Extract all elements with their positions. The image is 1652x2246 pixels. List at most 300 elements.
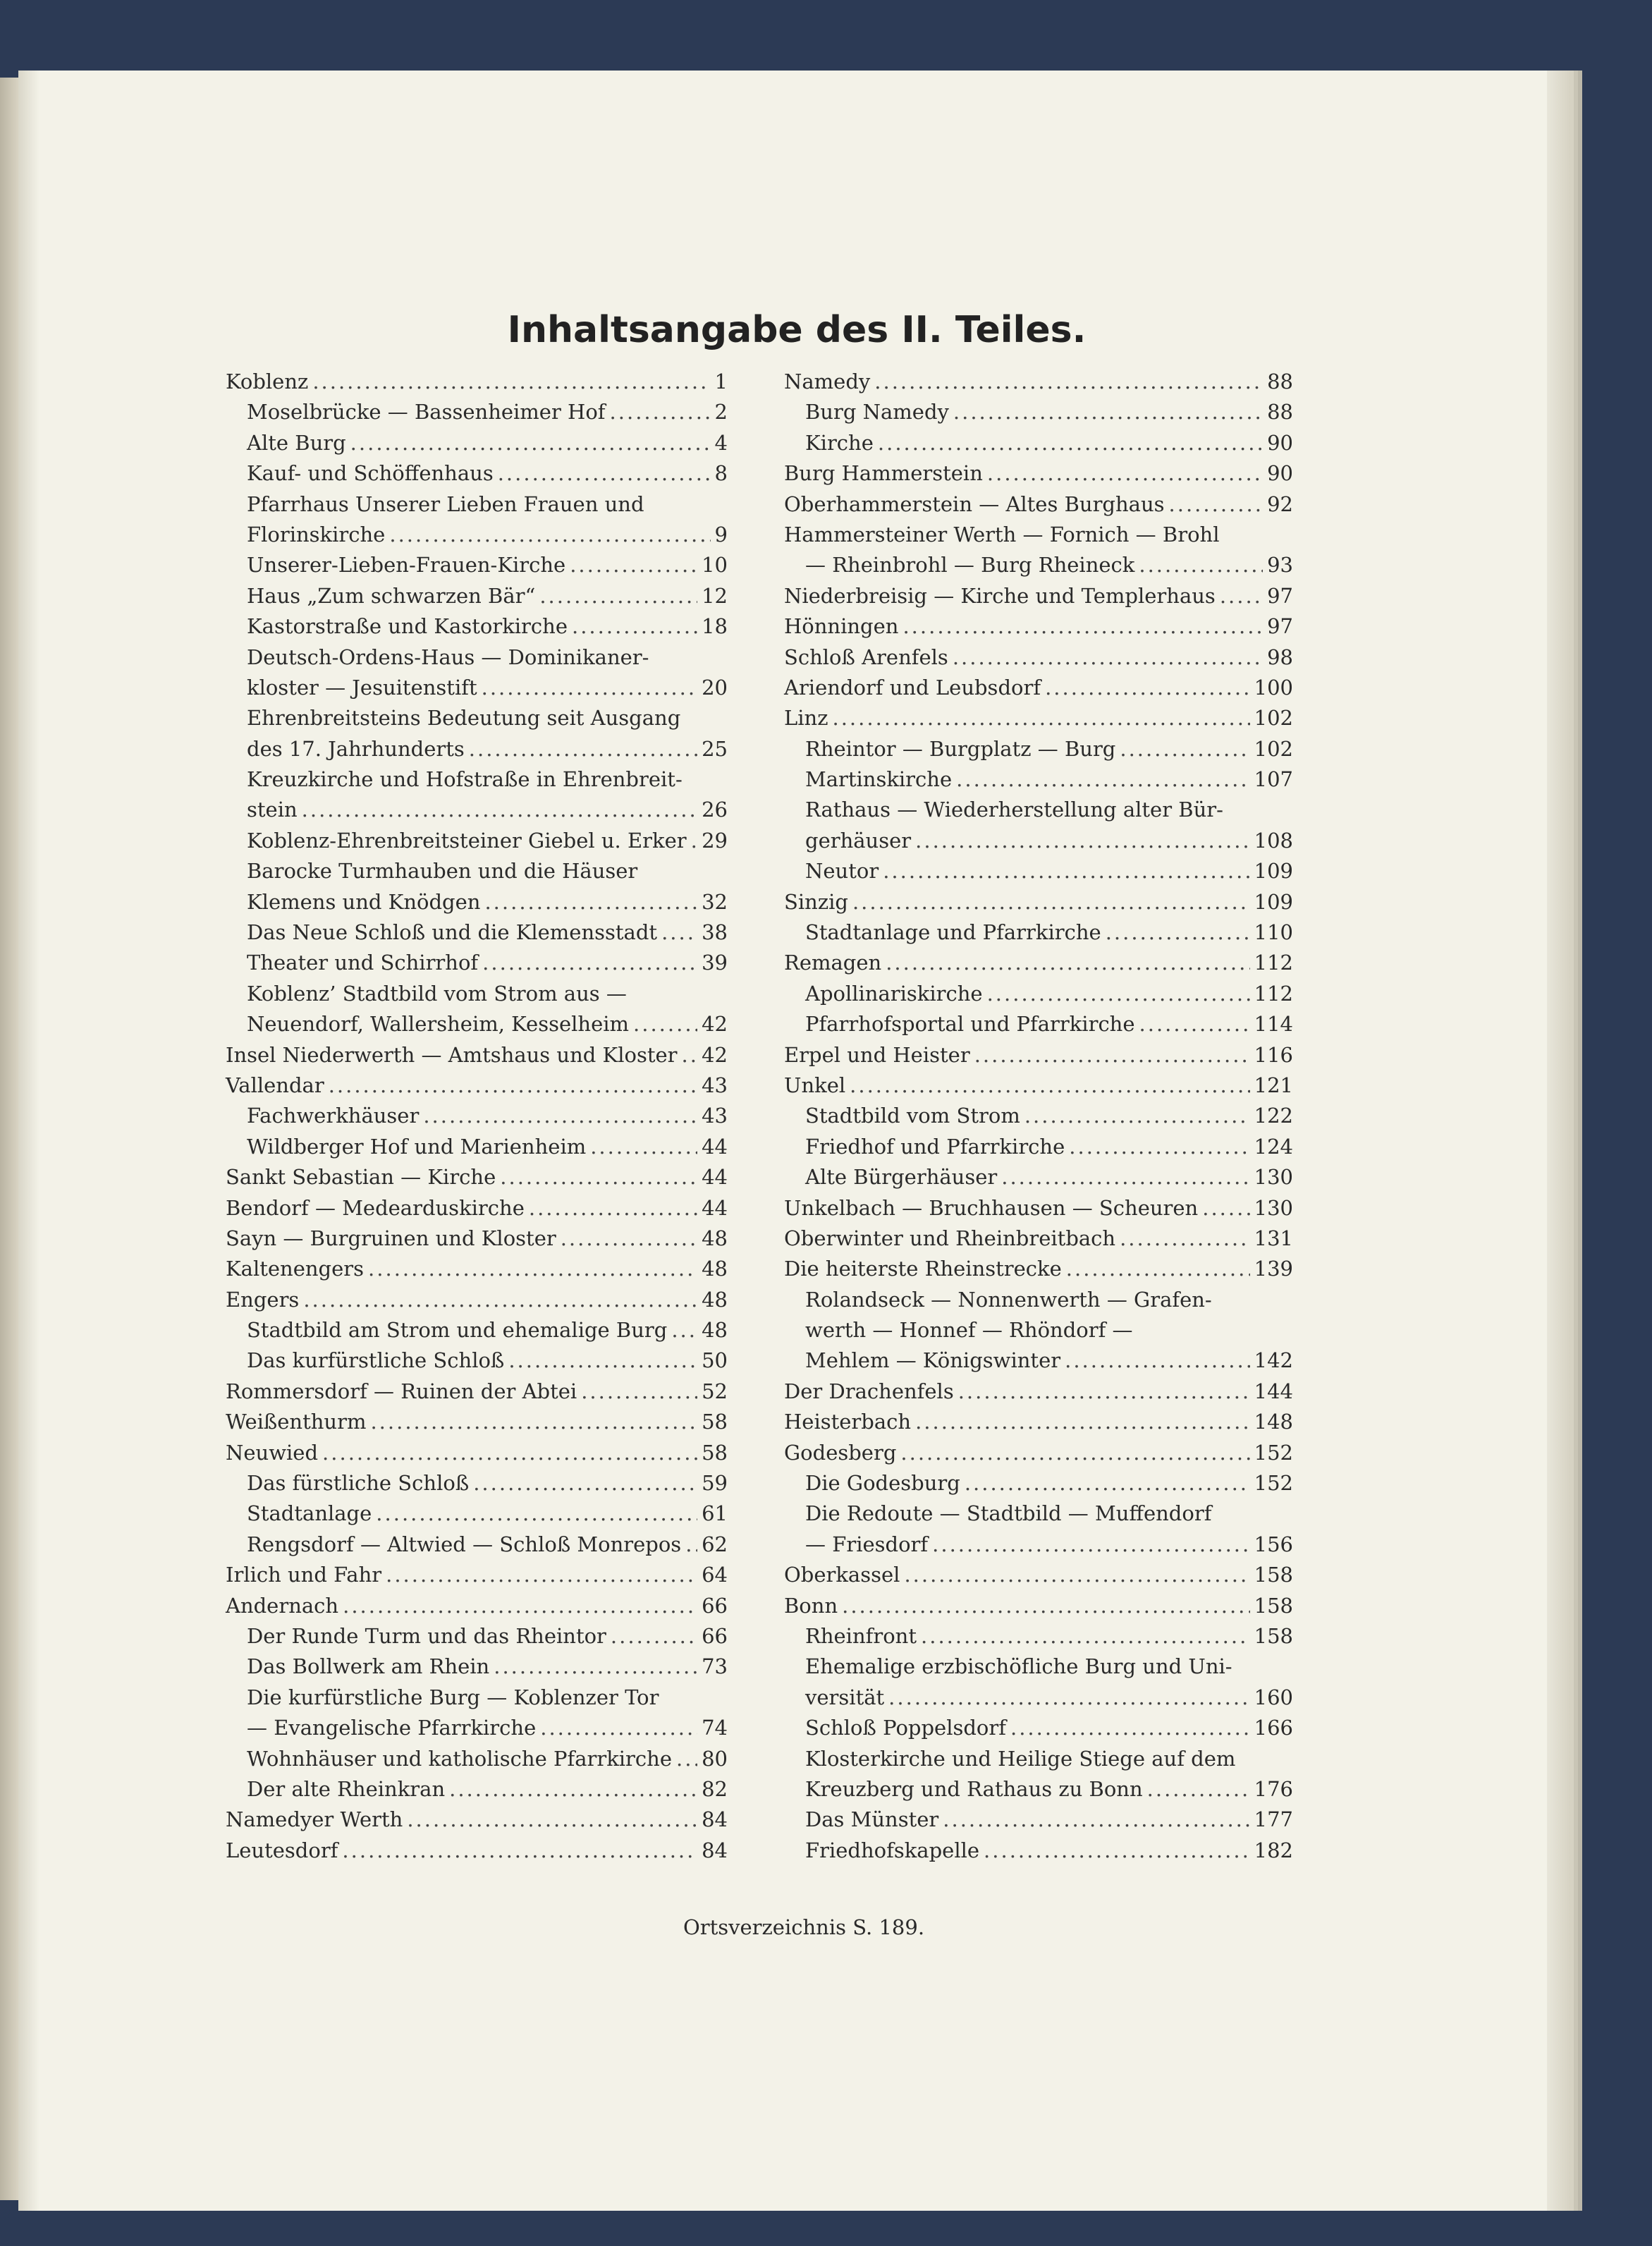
toc-entry-title: Hammersteiner Werth — Fornich — Brohl	[784, 522, 1220, 547]
toc-entry-title: Deutsch-Ordens-Haus — Dominikaner-	[247, 645, 649, 669]
toc-entry-page: 152	[1254, 1471, 1293, 1496]
toc-entry-title: Wildberger Hof und Marienheim	[247, 1134, 587, 1159]
toc-entry-title: Barocke Turmhauben und die Häuser	[247, 859, 638, 884]
dot-leader	[312, 367, 710, 397]
dot-leader	[343, 1591, 697, 1621]
toc-entry-page: 166	[1254, 1716, 1293, 1740]
toc-entry-page: 112	[1254, 981, 1293, 1006]
toc-entry-title: Rolandseck — Nonnenwerth — Grafen-	[805, 1287, 1212, 1312]
toc-entry-title: Leutesdorf	[226, 1838, 338, 1862]
toc-entry	[226, 611, 728, 642]
toc-entry	[226, 673, 728, 703]
toc-entry	[784, 520, 1293, 550]
toc-entry-page: 43	[702, 1104, 728, 1128]
toc-entry-title: Burg Hammerstein	[784, 461, 983, 486]
dot-leader	[1120, 734, 1249, 764]
dot-leader	[561, 1223, 697, 1254]
toc-entry-page: 4	[714, 430, 728, 455]
dot-leader	[1010, 1713, 1250, 1743]
toc-entry	[784, 1377, 1293, 1407]
toc-entry-title: versität	[805, 1685, 885, 1709]
toc-entry	[784, 1774, 1293, 1805]
toc-entry-page: 10	[702, 553, 728, 578]
dot-leader	[900, 1438, 1249, 1468]
toc-entry	[784, 826, 1293, 856]
toc-entry-title: Der alte Rheinkran	[247, 1776, 446, 1801]
dot-leader	[915, 1407, 1250, 1437]
toc-entry-page: 61	[702, 1501, 728, 1526]
dot-leader	[921, 1621, 1250, 1652]
toc-entry-page: 38	[702, 920, 728, 945]
toc-entry-page: 90	[1267, 430, 1293, 455]
toc-entry-page: 48	[702, 1318, 728, 1343]
dot-leader	[852, 887, 1250, 917]
toc-entry-page: 100	[1254, 675, 1293, 700]
dot-leader	[1139, 1009, 1250, 1039]
toc-entry	[226, 1223, 728, 1254]
toc-entry-page: 98	[1267, 645, 1293, 669]
toc-entry	[784, 1499, 1293, 1529]
dot-leader	[611, 1621, 697, 1652]
toc-entry-title: Koblenz-Ehrenbreitsteiner Giebel u. Erker	[247, 828, 687, 853]
dot-leader	[661, 917, 697, 948]
toc-entry-title: Haus „Zum schwarzen Bär“	[247, 583, 536, 608]
toc-entry-title: Sankt Sebastian — Kirche	[226, 1165, 496, 1190]
dot-leader	[833, 703, 1250, 733]
toc-entry-page: 42	[702, 1012, 728, 1037]
dot-leader	[691, 826, 697, 856]
toc-entry-title: Rengsdorf — Altwied — Schloß Monrepos	[247, 1532, 682, 1556]
dot-leader	[1066, 1254, 1250, 1284]
toc-entry-title: Vallendar	[226, 1073, 324, 1097]
dot-leader	[494, 1652, 697, 1682]
dot-leader	[342, 1836, 697, 1866]
toc-entry-title: Der Runde Turm und das Rheintor	[247, 1624, 606, 1648]
toc-right-column	[784, 367, 1293, 1866]
toc-entry	[226, 1285, 728, 1315]
toc-entry	[784, 581, 1293, 611]
toc-entry	[226, 489, 728, 520]
toc-entry-page: 84	[702, 1807, 728, 1832]
toc-entry	[226, 1683, 728, 1713]
toc-entry-title: Kreuzkirche und Hofstraße in Ehrenbreit-	[247, 767, 683, 792]
toc-entry-title: Rheinfront	[805, 1624, 917, 1648]
toc-entry-title: Moselbrücke — Bassenheimer Hof	[247, 400, 606, 425]
toc-entry-page: 12	[702, 583, 728, 608]
dot-leader	[1024, 1101, 1250, 1131]
toc-entry	[226, 1377, 728, 1407]
toc-entry-page: 58	[702, 1410, 728, 1434]
toc-entry-title: Namedyer Werth	[226, 1807, 403, 1832]
dot-leader	[329, 1070, 697, 1101]
toc-entry-title: Niederbreisig — Kirche und Templerhaus	[784, 583, 1216, 608]
toc-entry	[226, 979, 728, 1009]
toc-entry	[226, 458, 728, 489]
dot-leader	[529, 1193, 697, 1223]
toc-entry-title: Der Drachenfels	[784, 1379, 954, 1403]
toc-entry-title: Engers	[226, 1287, 300, 1312]
toc-entry-title: Sayn — Burgruinen und Kloster	[226, 1226, 556, 1250]
toc-entry-title: Neuwied	[226, 1440, 319, 1465]
dot-leader	[886, 948, 1249, 978]
toc-entry	[226, 1836, 728, 1866]
toc-entry	[784, 1193, 1293, 1223]
dot-leader	[883, 856, 1249, 886]
toc-entry-title: Ehemalige erzbischöfliche Burg und Uni-	[805, 1654, 1232, 1679]
toc-entry-title: werth — Honnef — Rhöndorf —	[805, 1318, 1133, 1343]
toc-entry-page: 182	[1254, 1838, 1293, 1862]
toc-entry	[226, 1805, 728, 1835]
toc-entry	[226, 1744, 728, 1774]
toc-entry-title: Klosterkirche und Heilige Stiege auf dem	[805, 1746, 1236, 1771]
dot-leader	[888, 1683, 1249, 1713]
toc-entry-page: 88	[1267, 400, 1293, 425]
toc-entry-title: Rommersdorf — Ruinen der Abtei	[226, 1379, 577, 1403]
gutter-shadow	[18, 71, 39, 2211]
toc-entry	[226, 642, 728, 673]
toc-entry	[784, 367, 1293, 397]
toc-entry-page: 26	[702, 798, 728, 822]
dot-leader	[850, 1070, 1250, 1101]
toc-entry-page: 121	[1254, 1073, 1293, 1097]
dot-leader	[508, 1345, 697, 1376]
toc-entry	[784, 795, 1293, 825]
toc-entry	[226, 1346, 728, 1377]
toc-entry	[784, 1070, 1293, 1101]
toc-entry	[784, 856, 1293, 886]
toc-entry-page: 88	[1267, 369, 1293, 393]
toc-entry	[226, 1070, 728, 1101]
toc-entry	[226, 764, 728, 795]
toc-entry-title: Alte Burg	[247, 430, 346, 455]
toc-entry-title: Oberwinter und Rheinbreitbach	[784, 1226, 1116, 1250]
dot-leader	[943, 1805, 1249, 1835]
toc-entry-page: 90	[1267, 461, 1293, 486]
toc-entry-title: Burg Namedy	[805, 400, 949, 425]
toc-entry-page: 84	[702, 1838, 728, 1862]
toc-entry-title: Apollinariskirche	[805, 981, 983, 1006]
toc-entry-page: 66	[702, 1593, 728, 1618]
toc-entry-page: 158	[1254, 1624, 1293, 1648]
toc-entry-title: Godesberg	[784, 1440, 897, 1465]
toc-entry-page: 50	[702, 1348, 728, 1373]
dot-leader	[539, 581, 697, 611]
dot-leader	[1069, 1132, 1249, 1162]
toc-entry	[784, 458, 1293, 489]
toc-entry-page: 48	[702, 1257, 728, 1281]
toc-entry	[226, 1407, 728, 1437]
toc-entry-title: Kaltenengers	[226, 1257, 365, 1281]
toc-entry-title: Linz	[784, 706, 828, 731]
toc-entry	[226, 826, 728, 856]
toc-entry-title: Unkel	[784, 1073, 846, 1097]
toc-entry	[226, 1162, 728, 1192]
toc-entry-title: Neuendorf, Wallersheim, Kesselheim	[247, 1012, 630, 1037]
toc-entry-title: Unkelbach — Bruchhausen — Scheuren	[784, 1195, 1199, 1220]
toc-entry-page: 158	[1254, 1593, 1293, 1618]
toc-entry-page: 20	[702, 675, 728, 700]
dot-leader	[915, 826, 1250, 856]
toc-entry	[226, 1009, 728, 1039]
dot-leader	[368, 1254, 697, 1284]
dot-leader	[965, 1468, 1250, 1499]
toc-entry-title: Weißenthurm	[226, 1410, 367, 1434]
toc-entry-title: Andernach	[226, 1593, 339, 1618]
toc-entry-title: Remagen	[784, 951, 882, 975]
toc-entry	[784, 1407, 1293, 1437]
toc-entry-title: Pfarrhofsportal und Pfarrkirche	[805, 1012, 1135, 1037]
dot-leader	[671, 1315, 697, 1345]
toc-entry-page: 9	[714, 522, 728, 547]
dot-leader	[423, 1101, 697, 1131]
toc-entry-page: 110	[1254, 920, 1293, 945]
toc-entry	[226, 856, 728, 886]
toc-entry	[784, 1162, 1293, 1192]
toc-entry-page: 148	[1254, 1410, 1293, 1434]
toc-entry-page: 2	[714, 400, 728, 425]
dot-leader	[1139, 550, 1263, 580]
toc-entry	[226, 1621, 728, 1652]
toc-entry-page: 116	[1254, 1042, 1293, 1067]
toc-entry-page: 152	[1254, 1440, 1293, 1465]
toc-entry-page: 59	[702, 1471, 728, 1496]
toc-entry	[784, 1101, 1293, 1131]
toc-entry	[226, 1101, 728, 1131]
toc-entry-title: Insel Niederwerth — Amtshaus und Kloster	[226, 1042, 678, 1067]
dot-leader	[958, 1377, 1250, 1407]
toc-entry-title: Kastorstraße und Kastorkirche	[247, 614, 568, 639]
toc-entry-title: Theater und Schirrhof	[247, 951, 479, 975]
toc-entry-title: des 17. Jahrhunderts	[247, 736, 465, 761]
toc-entry	[226, 367, 728, 397]
dot-leader	[407, 1805, 697, 1835]
dot-leader	[987, 979, 1250, 1009]
toc-entry-page: 52	[702, 1379, 728, 1403]
dot-leader	[974, 1040, 1250, 1070]
dot-leader	[956, 764, 1250, 795]
toc-entry-page: 97	[1267, 583, 1293, 608]
toc-entry	[226, 703, 728, 733]
dot-leader	[572, 611, 697, 642]
toc-entry	[226, 948, 728, 978]
toc-entry	[784, 611, 1293, 642]
toc-entry	[784, 673, 1293, 703]
toc-entry	[226, 1040, 728, 1070]
toc-entry	[226, 887, 728, 917]
dot-leader	[676, 1744, 697, 1774]
toc-entry	[226, 1132, 728, 1162]
toc-entry-title: Mehlem — Königswinter	[805, 1348, 1061, 1373]
toc-entry-title: Sinzig	[784, 889, 848, 914]
dot-leader	[540, 1713, 697, 1743]
toc-entry-page: 62	[702, 1532, 728, 1556]
toc-entry	[784, 734, 1293, 764]
toc-entry-page: 156	[1254, 1532, 1293, 1556]
dot-leader	[469, 734, 697, 764]
toc-entry-page: 109	[1254, 859, 1293, 884]
toc-entry-page: 160	[1254, 1685, 1293, 1709]
toc-entry-title: Friedhof und Pfarrkirche	[805, 1134, 1065, 1159]
dot-leader	[904, 1560, 1249, 1590]
toc-entry-page: 39	[702, 951, 728, 975]
toc-entry	[784, 1040, 1293, 1070]
toc-entry	[226, 795, 728, 825]
dot-leader	[386, 1560, 697, 1590]
toc-entry-title: Martinskirche	[805, 767, 953, 792]
dot-leader	[303, 1285, 697, 1315]
dot-leader	[1202, 1193, 1249, 1223]
toc-entry-title: Bendorf — Medearduskirche	[226, 1195, 525, 1220]
toc-entry-page: 102	[1254, 736, 1293, 761]
toc-entry-page: 29	[702, 828, 728, 853]
toc-entry-page: 43	[702, 1073, 728, 1097]
dot-leader	[1147, 1774, 1250, 1805]
toc-entry-page: 48	[702, 1287, 728, 1312]
toc-entry	[226, 1438, 728, 1468]
toc-entry-title: Stadtbild am Strom und ehemalige Burg	[247, 1318, 668, 1343]
toc-entry-title: Irlich und Fahr	[226, 1563, 382, 1587]
toc-entry	[226, 1774, 728, 1805]
toc-entry-title: — Evangelische Pfarrkirche	[247, 1716, 537, 1740]
toc-entry-title: Stadtanlage und Pfarrkirche	[805, 920, 1101, 945]
toc-entry	[226, 1530, 728, 1560]
toc-entry-page: 124	[1254, 1134, 1293, 1159]
toc-entry-page: 8	[714, 461, 728, 486]
dot-leader	[581, 1377, 697, 1407]
dot-leader	[473, 1468, 697, 1499]
dot-leader	[484, 887, 697, 917]
toc-entry-page: 131	[1254, 1226, 1293, 1250]
dot-leader	[302, 795, 697, 825]
toc-entry-title: Das fürstliche Schloß	[247, 1471, 470, 1496]
toc-entry-page: 66	[702, 1624, 728, 1648]
toc-entry-page: 130	[1254, 1165, 1293, 1190]
dot-leader	[1120, 1223, 1250, 1254]
toc-entry-page: 18	[702, 614, 728, 639]
dot-leader	[682, 1040, 698, 1070]
toc-entry-title: Neutor	[805, 859, 879, 884]
toc-entry-page: 73	[702, 1654, 728, 1679]
toc-entry	[226, 1254, 728, 1284]
dot-leader	[874, 367, 1263, 397]
toc-entry-title: Die Redoute — Stadtbild — Muffendorf	[805, 1501, 1212, 1526]
toc-entry	[784, 428, 1293, 458]
dot-leader	[1220, 581, 1263, 611]
toc-entry-page: 109	[1254, 889, 1293, 914]
toc-entry-title: Unserer-Lieben-Frauen-Kirche	[247, 553, 566, 578]
toc-entry-title: Hönningen	[784, 614, 899, 639]
toc-entry-title: Ariendorf und Leubsdorf	[784, 675, 1041, 700]
toc-entry	[784, 1621, 1293, 1652]
toc-entry-title: Klemens und Knödgen	[247, 889, 481, 914]
toc-entry-title: Das Münster	[805, 1807, 939, 1832]
toc-entry	[226, 397, 728, 427]
dot-leader	[903, 611, 1263, 642]
toc-entry	[226, 1468, 728, 1499]
dot-leader	[953, 642, 1263, 673]
dot-leader	[1065, 1345, 1250, 1376]
dot-leader	[322, 1438, 697, 1468]
toc-entry-title: Namedy	[784, 369, 871, 393]
dot-leader	[842, 1591, 1250, 1621]
toc-entry	[226, 1652, 728, 1682]
toc-entry	[226, 1713, 728, 1743]
toc-entry-page: 80	[702, 1746, 728, 1771]
toc-entry-title: Kauf- und Schöffenhaus	[247, 461, 494, 486]
toc-entry-page: 93	[1267, 553, 1293, 578]
toc-entry-page: 122	[1254, 1104, 1293, 1128]
toc-entry-title: Wohnhäuser und katholische Pfarrkirche	[247, 1746, 672, 1771]
toc-entry	[784, 489, 1293, 520]
toc-entry-title: Ehrenbreitsteins Bedeutung seit Ausgang	[247, 706, 681, 731]
toc-entry	[784, 703, 1293, 733]
toc-entry-page: 112	[1254, 951, 1293, 975]
toc-entry	[784, 1438, 1293, 1468]
toc-entry-page: 92	[1267, 492, 1293, 516]
toc-entry-page: 176	[1254, 1776, 1293, 1801]
toc-entry-title: Koblenz’ Stadtbild vom Strom aus —	[247, 981, 627, 1006]
toc-entry-page: 44	[702, 1165, 728, 1190]
toc-entry	[226, 581, 728, 611]
toc-entry-page: 74	[702, 1716, 728, 1740]
toc-entry-page: 1	[714, 369, 728, 393]
dot-leader	[498, 458, 711, 489]
dot-leader	[370, 1407, 697, 1437]
toc-entry	[784, 1530, 1293, 1560]
dot-leader	[500, 1162, 697, 1192]
dot-leader	[389, 520, 710, 550]
dot-leader	[570, 550, 697, 580]
toc-entry	[784, 1315, 1293, 1345]
toc-entry	[784, 1468, 1293, 1499]
toc-entry-title: Pfarrhaus Unserer Lieben Frauen und	[247, 492, 644, 516]
toc-entry-title: Fachwerkhäuser	[247, 1104, 420, 1128]
toc-entry-title: Stadtbild vom Strom	[805, 1104, 1020, 1128]
toc-entry	[784, 948, 1293, 978]
toc-entry-page: 139	[1254, 1257, 1293, 1281]
toc-entry-page: 64	[702, 1563, 728, 1587]
toc-entry-page: 25	[702, 736, 728, 761]
toc-entry-page: 114	[1254, 1012, 1293, 1037]
dot-leader	[878, 428, 1263, 458]
toc-entry-page: 158	[1254, 1563, 1293, 1587]
toc-entry	[784, 1009, 1293, 1039]
toc-entry-title: gerhäuser	[805, 828, 912, 853]
dot-leader	[482, 948, 697, 978]
toc-entry-page: 48	[702, 1226, 728, 1250]
toc-entry-title: Schloß Poppelsdorf	[805, 1716, 1006, 1740]
toc-entry-title: Erpel und Heister	[784, 1042, 970, 1067]
toc-entry-page: 107	[1254, 767, 1293, 792]
toc-entry-title: Rathaus — Wiederherstellung alter Bür-	[805, 798, 1223, 822]
toc-entry	[226, 917, 728, 948]
dot-leader	[987, 458, 1263, 489]
toc-entry-title: Das Bollwerk am Rhein	[247, 1654, 490, 1679]
toc-entry	[784, 917, 1293, 948]
toc-entry-title: Oberkassel	[784, 1563, 900, 1587]
toc-entry	[784, 1285, 1293, 1315]
toc-entry	[226, 1591, 728, 1621]
toc-entry-title: Die heiterste Rheinstrecke	[784, 1257, 1062, 1281]
toc-entry	[784, 1744, 1293, 1774]
toc-entry	[226, 1560, 728, 1590]
toc-entry	[784, 1836, 1293, 1866]
toc-entry-page: 144	[1254, 1379, 1293, 1403]
dot-leader	[1106, 917, 1250, 948]
toc-entry	[784, 887, 1293, 917]
toc-entry	[226, 428, 728, 458]
toc-entry-title: Kirche	[805, 430, 874, 455]
